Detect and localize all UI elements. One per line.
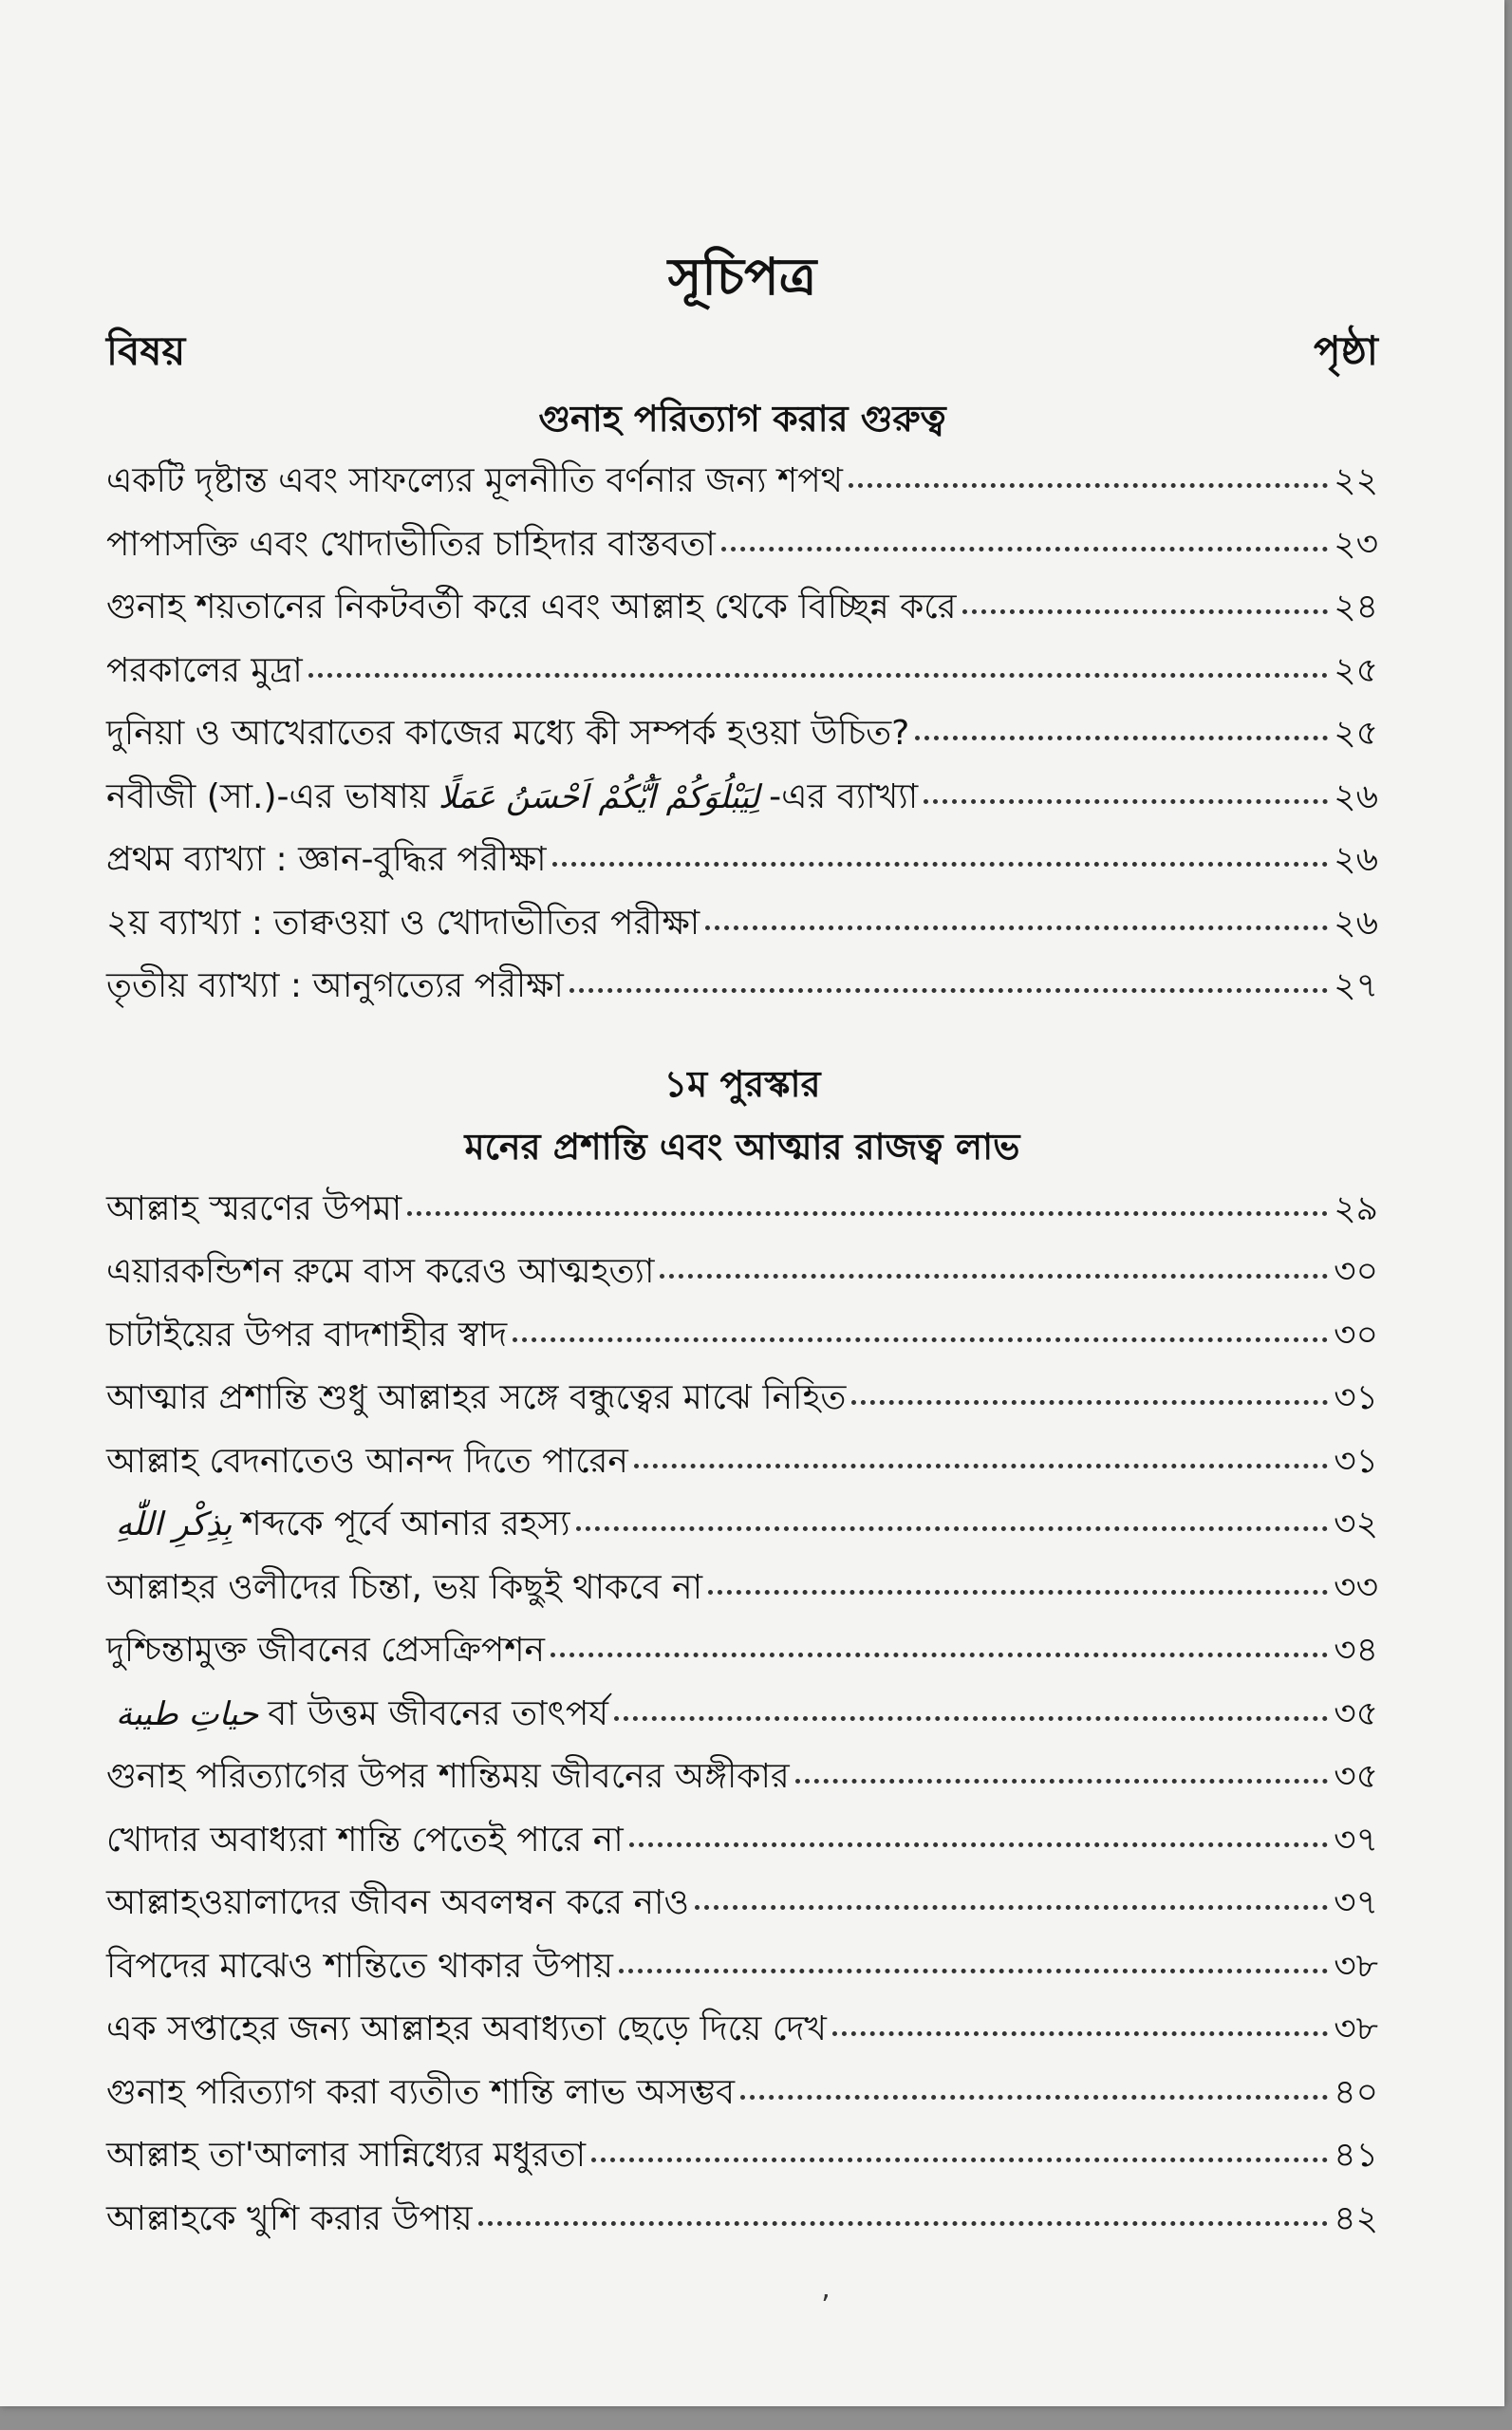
dot-leader	[478, 2217, 1329, 2226]
dot-leader	[705, 922, 1328, 930]
page-mark: ʼ	[821, 2290, 831, 2323]
toc-entry[interactable]	[106, 955, 1378, 1019]
entry-text: ২য় ব্যাখ্যা : তাক্বওয়া ও খোদাভীতির পরীক্ষা	[106, 903, 700, 943]
dot-leader	[708, 1586, 1328, 1595]
dot-leader	[695, 1901, 1328, 1910]
dot-leader	[552, 858, 1329, 867]
toc-entry[interactable]	[106, 1557, 1378, 1620]
entry-text: শব্দকে পূর্বে আনার রহস্য	[241, 1505, 570, 1543]
entry-text: আল্লাহ তা'আলার সান্নিধ্যের মধুরতা	[106, 2136, 587, 2175]
page-number: ৩৪	[1334, 1631, 1378, 1670]
toc-entry-title	[106, 702, 909, 766]
entry-text: নবীজী (সা.)-এর ভাষায়	[106, 776, 429, 816]
entry-text: -এর ব্যাখ্যা	[769, 776, 919, 816]
toc-entry-title	[106, 1619, 545, 1683]
page-title: সূচিপত্র	[667, 247, 817, 307]
column-header-topic: বিষয়	[106, 327, 186, 374]
section-label: ১ম পুরস্কার	[663, 1062, 821, 1105]
toc-entry[interactable]	[106, 1683, 1378, 1747]
toc-entry[interactable]	[106, 450, 1378, 514]
toc-entry-title	[106, 1746, 790, 1809]
toc-entry-title	[106, 892, 700, 956]
toc-entry[interactable]	[106, 2124, 1378, 2188]
entry-text: একটি দৃষ্টান্ত এবং সাফল্যের মূলনীতি বর্ণনার জন্য শপথ	[106, 461, 843, 500]
section-heading: গুনাহ পরিত্যাগ করার গুরুত্ব	[538, 398, 946, 439]
entry-text: খোদার অবাধ্যরা শান্তি পেতেই পারে না	[106, 1820, 624, 1860]
entry-text: দুশ্চিন্তামুক্ত জীবনের প্রেসক্রিপশন	[106, 1631, 546, 1670]
page-number: ৩০	[1334, 1315, 1378, 1355]
dot-leader	[614, 1712, 1328, 1721]
toc-entry-title	[106, 955, 564, 1019]
page-number: ২৯	[1334, 1188, 1378, 1228]
toc-entry[interactable]	[106, 1367, 1378, 1430]
entry-text: আত্মার প্রশান্তি শুধু আল্লাহর সঙ্গে বন্ধুত্বের মাঝে নিহিত	[106, 1378, 847, 1417]
page-number: ৩১	[1334, 1441, 1378, 1481]
toc-entry-title	[106, 2188, 473, 2252]
toc-entry-title	[106, 1241, 654, 1304]
page-number: ২২	[1334, 461, 1378, 500]
page-number: ৩৮	[1334, 1946, 1378, 1986]
toc-entry-title	[106, 1178, 401, 1242]
toc-entry-title	[106, 2062, 735, 2125]
column-header-row	[106, 315, 1378, 387]
toc-list-section-1	[106, 450, 1378, 1019]
dot-leader	[721, 543, 1328, 551]
section-heading: মনের প্রশান্তি এবং আত্মার রাজত্ব লাভ	[464, 1125, 1020, 1168]
dot-leader	[634, 1460, 1328, 1468]
table-of-contents	[106, 239, 1378, 2251]
toc-entry-title	[106, 1367, 846, 1430]
toc-entry[interactable]	[106, 892, 1378, 956]
toc-entry[interactable]	[106, 1809, 1378, 1873]
page-number: ২৫	[1334, 650, 1378, 690]
toc-entry-title	[106, 1430, 628, 1494]
toc-entry-title	[106, 1998, 827, 2062]
toc-entry-title	[106, 576, 957, 640]
entry-text: আল্লাহওয়ালাদের জীবন অবলম্বন করে নাও	[106, 1883, 689, 1922]
dot-leader	[576, 1523, 1329, 1531]
dot-leader	[849, 479, 1328, 488]
entry-text: তৃতীয় ব্যাখ্যা : আনুগত্যের পরীক্ষা	[106, 966, 564, 1005]
entry-text: আল্লাহর ওলীদের চিন্তা, ভয় কিছুই থাকবে না	[106, 1567, 703, 1607]
toc-entry-title	[106, 640, 303, 703]
page-number: ২৬	[1334, 776, 1378, 816]
entry-text: প্রথম ব্যাখ্যা : জ্ঞান-বুদ্ধির পরীক্ষা	[106, 840, 547, 879]
page-number: ৩৫	[1334, 1693, 1378, 1733]
page-number: ৩৩	[1334, 1567, 1378, 1607]
page-number: ২৭	[1334, 966, 1378, 1005]
toc-entry[interactable]	[106, 1935, 1378, 1999]
page-number: ৩৮	[1334, 2009, 1378, 2048]
dot-leader	[308, 669, 1328, 678]
page-number: ৩৭	[1334, 1820, 1378, 1860]
toc-entry[interactable]	[106, 702, 1378, 766]
page-number: ৩২	[1334, 1505, 1378, 1543]
page-number: ২৫	[1334, 714, 1378, 753]
page-number: ২৬	[1334, 840, 1378, 879]
toc-entry-title	[106, 1304, 507, 1368]
dot-leader	[619, 1965, 1328, 1973]
toc-entry[interactable]	[106, 1746, 1378, 1809]
arabic-phrase: بِذِكْرِ اللّٰهِ	[116, 1505, 233, 1543]
dot-leader	[569, 984, 1328, 993]
dot-leader	[513, 1334, 1328, 1342]
entry-text: আল্লাহ বেদনাতেও আনন্দ দিতে পারেন	[106, 1441, 628, 1481]
toc-entry[interactable]	[106, 1430, 1378, 1494]
toc-entry-title	[106, 1683, 608, 1747]
dot-leader	[915, 732, 1328, 740]
dot-leader	[924, 795, 1328, 804]
toc-entry[interactable]	[106, 2062, 1378, 2125]
toc-entry-title	[106, 514, 716, 577]
toc-entry-title	[106, 1809, 624, 1873]
toc-entry[interactable]	[106, 1178, 1378, 1242]
toc-entry-title	[106, 450, 843, 514]
toc-entry[interactable]	[106, 2188, 1378, 2252]
toc-entry-title	[106, 2124, 586, 2188]
entry-text: এয়ারকন্ডিশন রুমে বাস করেও আত্মহত্যা	[106, 1252, 655, 1291]
dot-leader	[551, 1649, 1328, 1657]
toc-entry[interactable]	[106, 640, 1378, 703]
page-number: ২৩	[1334, 524, 1378, 564]
dot-leader	[832, 2028, 1328, 2036]
page-number: ৩৭	[1334, 1883, 1378, 1922]
toc-entry[interactable]	[106, 1241, 1378, 1304]
dot-leader	[407, 1207, 1328, 1216]
entry-text: আল্লাহকে খুশি করার উপায়	[106, 2198, 473, 2238]
entry-text: দুনিয়া ও আখেরাতের কাজের মধ্যে কী সম্পর্ক হওয়া উচিত?	[106, 714, 910, 753]
entry-text: পাপাসক্তি এবং খোদাভীতির চাহিদার বাস্তবতা	[106, 524, 716, 564]
toc-entry[interactable]	[106, 829, 1378, 892]
page-number: ৪০	[1334, 2072, 1378, 2112]
entry-text: পরকালের মুদ্রা	[106, 650, 303, 690]
entry-text: এক সপ্তাহের জন্য আল্লাহর অবাধ্যতা ছেড়ে দিয়ে দেখ	[106, 2009, 827, 2048]
page-number: ২৪	[1334, 588, 1378, 626]
entry-text: বা উত্তম জীবনের তাৎপর্য	[268, 1693, 609, 1733]
entry-text: আল্লাহ স্মরণের উপমা	[106, 1188, 402, 1228]
column-header-page: পৃষ্ঠা	[1313, 327, 1378, 374]
toc-entry[interactable]	[106, 514, 1378, 577]
toc-entry-title	[106, 1493, 570, 1557]
toc-entry-title	[106, 1935, 613, 1999]
toc-entry-title	[106, 1557, 702, 1620]
toc-list-section-2	[106, 1178, 1378, 2252]
entry-text: গুনাহ শয়তানের নিকটবর্তী করে এবং আল্লাহ থেকে বিচ্ছিন্ন করে	[106, 588, 957, 626]
toc-entry-title	[106, 1872, 689, 1935]
toc-entry-title	[106, 766, 918, 830]
page-number: ৩০	[1334, 1252, 1378, 1291]
page-number: ৩৫	[1334, 1757, 1378, 1796]
dot-leader	[629, 1839, 1328, 1847]
arabic-phrase: حياتِ طيبة	[116, 1694, 259, 1733]
dot-leader	[660, 1270, 1328, 1279]
dot-leader	[740, 2091, 1328, 2100]
entry-text: বিপদের মাঝেও শান্তিতে থাকার উপায়	[106, 1946, 613, 1986]
page-number: ৪২	[1334, 2198, 1378, 2238]
dot-leader	[851, 1396, 1328, 1405]
dot-leader	[795, 1775, 1329, 1784]
page-number: ৪১	[1334, 2136, 1378, 2175]
page-number: ৩১	[1334, 1378, 1378, 1417]
toc-entry[interactable]	[106, 1998, 1378, 2062]
dot-leader	[591, 2154, 1328, 2162]
page-number: ২৬	[1334, 903, 1378, 943]
toc-entry[interactable]	[106, 1872, 1378, 1935]
toc-entry[interactable]	[106, 576, 1378, 640]
toc-entry-title	[106, 829, 547, 892]
arabic-phrase: لِيَبْلُوَكُمْ اَيُّكُمْ اَحْسَنُ عَمَلًا	[438, 777, 760, 816]
toc-entry[interactable]	[106, 1304, 1378, 1368]
toc-entry[interactable]	[106, 1619, 1378, 1683]
toc-entry[interactable]	[106, 766, 1378, 830]
entry-text: গুনাহ পরিত্যাগ করা ব্যতীত শান্তি লাভ অসম্ভব	[106, 2072, 736, 2112]
dot-leader	[962, 606, 1329, 614]
toc-entry[interactable]	[106, 1493, 1378, 1557]
entry-text: গুনাহ পরিত্যাগের উপর শান্তিময় জীবনের অঙ্গীকার	[106, 1757, 790, 1796]
entry-text: চাটাইয়ের উপর বাদশাহীর স্বাদ	[106, 1315, 508, 1355]
